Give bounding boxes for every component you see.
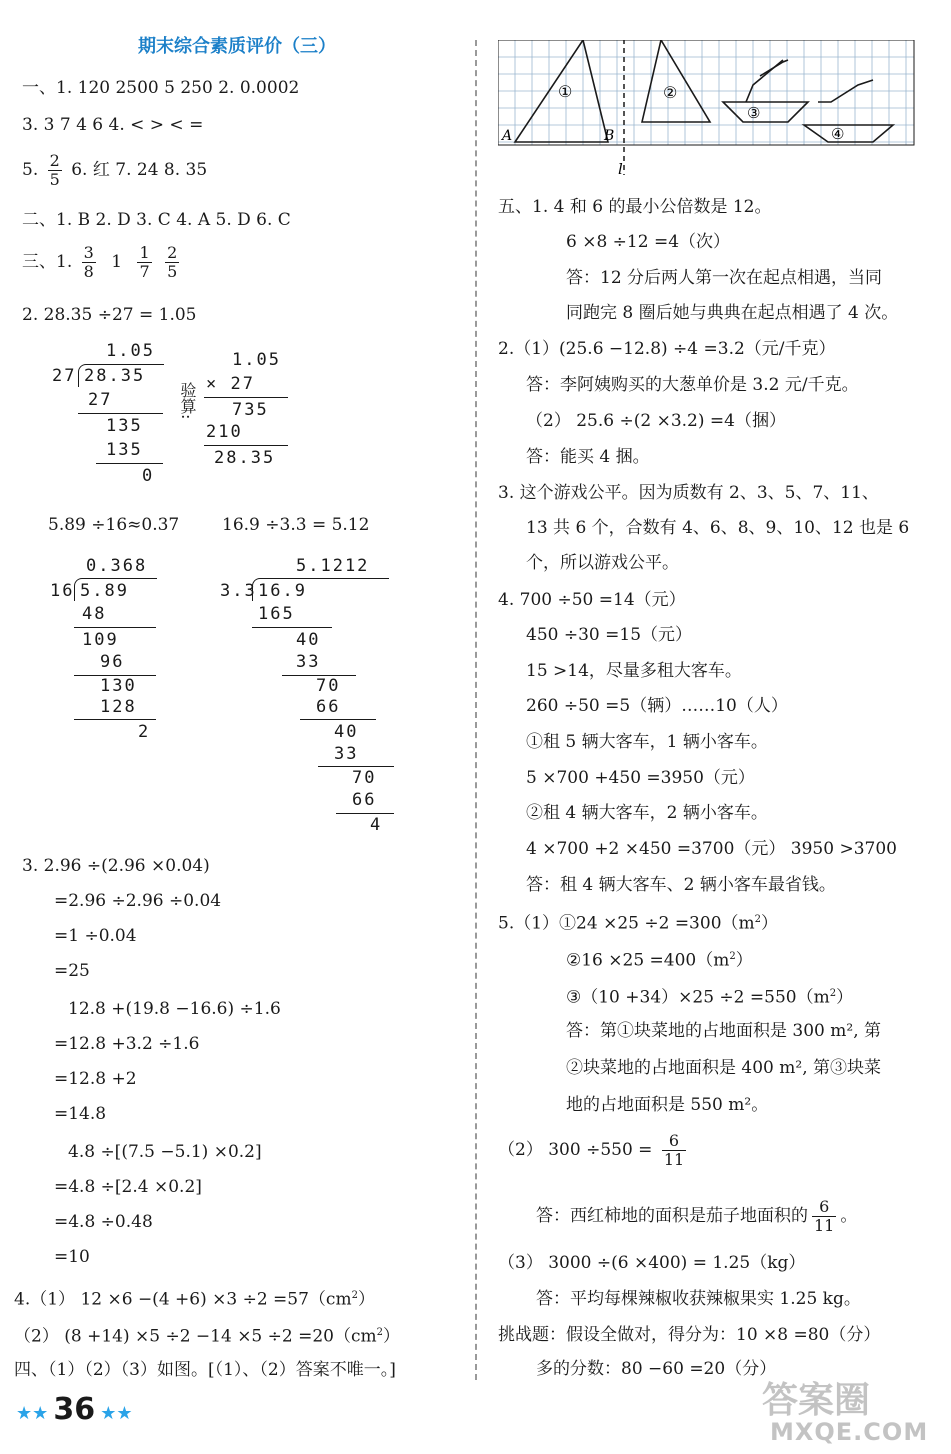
star-icon: ★ <box>116 1403 133 1424</box>
division-step: 135 <box>106 440 143 460</box>
answer-line: =14.8 <box>54 1104 107 1124</box>
item-label: 5. <box>22 160 39 180</box>
division-quotient: 1.05 <box>106 341 155 361</box>
division-dividend: 5.89 <box>80 581 129 601</box>
division-step: 109 <box>82 630 119 650</box>
check-line <box>204 445 288 446</box>
answer-line: 2. 28.35 ÷27 = 1.05 <box>22 305 197 325</box>
division-line <box>318 766 394 767</box>
denominator: 5 <box>49 170 60 189</box>
division-line <box>300 719 376 720</box>
watermark: 答案圈 <box>762 1380 871 1421</box>
answer-line: 12.8 +(19.8 −16.6) ÷1.6 <box>68 999 281 1019</box>
grid-figure <box>498 40 918 179</box>
check-label: 验算: <box>178 382 197 420</box>
division-step: 27 <box>88 390 113 410</box>
answer-line: 3. 2.96 ÷(2.96 ×0.04) <box>22 856 210 876</box>
division-line <box>96 463 163 464</box>
division-quotient: 0.368 <box>86 556 148 576</box>
fraction <box>662 1132 686 1169</box>
answer-line: 2.（1）(25.6 −12.8) ÷4 =3.2（元/千克） <box>498 339 836 359</box>
answer-text: ③（10 +34）×25 ÷2 =550（m <box>566 987 830 1008</box>
star-icon: ★ <box>16 1403 33 1424</box>
page-number: 36 <box>53 1392 96 1427</box>
check-step: × 27 <box>206 374 255 394</box>
check-step: 28.35 <box>214 448 276 468</box>
superscript: 2 <box>351 1290 358 1301</box>
fraction <box>48 152 62 189</box>
answer-line <box>566 946 753 972</box>
check-step: 735 <box>232 400 269 420</box>
answer-line: 450 ÷30 =15（元） <box>526 625 693 645</box>
answer-line: =25 <box>54 961 90 981</box>
answer-line: =2.96 ÷2.96 ÷0.04 <box>54 891 222 911</box>
answer-line: =12.8 +3.2 ÷1.6 <box>54 1034 200 1054</box>
answer-line: 16.9 ÷3.3 = 5.12 <box>222 515 370 535</box>
label-a: A <box>502 128 513 144</box>
answer-text: ） <box>735 950 753 971</box>
answer-line: 个，所以游戏公平。 <box>526 553 679 573</box>
answer-line: ②租 4 辆大客车，2 辆小客车。 <box>526 803 768 823</box>
division-step: 40 <box>296 630 321 650</box>
label-l: l <box>618 160 623 175</box>
shape-label-4: ④ <box>831 125 845 143</box>
answer-line <box>566 983 853 1009</box>
answer-text: ） <box>357 1289 375 1310</box>
answer-line: 6 ×8 ÷12 =4（次） <box>566 232 731 252</box>
answer-line: 答：李阿姨购买的大葱单价是 3.2 元/千克。 <box>526 375 859 395</box>
answer-line: 挑战题：假设全做对，得分为：10 ×8 =80（分） <box>498 1325 881 1345</box>
superscript: 2 <box>729 951 736 962</box>
answer-line: 4. 700 ÷50 =14（元） <box>498 590 686 610</box>
superscript: 2 <box>376 1327 384 1338</box>
answer-line: =4.8 ÷[2.4 ×0.2] <box>54 1177 202 1197</box>
division-step: 128 <box>100 697 137 717</box>
denominator: 8 <box>83 262 94 281</box>
grid-diagram <box>498 40 918 175</box>
answer-line: 答：第①块菜地的占地面积是 300 m², 第 <box>566 1021 881 1041</box>
denominator: 7 <box>139 262 150 281</box>
answer-text: （2） 300 ÷550 = <box>498 1140 653 1160</box>
numerator: 2 <box>167 243 178 262</box>
answer-line: （2） 25.6 ÷(2 ×3.2) =4（捆） <box>526 411 786 431</box>
answer-line: 5 ×700 +450 =3950（元） <box>526 768 755 788</box>
division-step: 33 <box>296 652 321 672</box>
division-step: 2 <box>138 722 151 742</box>
check-step: 1.05 <box>232 350 281 370</box>
answer-line: =10 <box>54 1247 90 1267</box>
answer-line <box>14 1285 375 1311</box>
denominator: 11 <box>663 1150 685 1169</box>
answer-text: （2） (8 +14) ×5 ÷2 −14 ×5 ÷2 =20（cm <box>14 1326 377 1347</box>
answer-text: 答：西红柿地的面积是茄子地面积的 <box>536 1206 808 1226</box>
answer-line: 4 ×700 +2 ×450 =3700（元） 3950 >3700 <box>526 839 897 859</box>
denominator: 11 <box>814 1216 835 1235</box>
division-line <box>74 627 156 628</box>
division-step: 40 <box>334 722 359 742</box>
column-divider <box>475 40 477 1380</box>
division-step: 66 <box>316 697 341 717</box>
answer-text: ） <box>836 987 854 1008</box>
answer-line: 一、1. 120 2500 5 250 2. 0.0002 <box>22 78 300 98</box>
division-divisor: 27 <box>52 366 77 386</box>
answer-line: ①租 5 辆大客车，1 辆小客车。 <box>526 732 768 752</box>
fraction <box>137 244 151 281</box>
answer-line: 答：12 分后两人第一次在起点相遇，当同 <box>566 268 883 288</box>
numerator: 3 <box>83 243 94 262</box>
answer-line: =4.8 ÷0.48 <box>54 1212 153 1232</box>
division-divisor: 16 <box>50 581 75 601</box>
answer-line <box>22 244 183 281</box>
division-step: 135 <box>106 416 143 436</box>
answer-line: 五、1. 4 和 6 的最小公倍数是 12。 <box>498 197 772 217</box>
numerator: 6 <box>662 1132 686 1151</box>
answer-line: 5.89 ÷16≈0.37 <box>48 515 180 535</box>
division-step: 4 <box>370 815 383 835</box>
division-step: 0 <box>142 466 155 486</box>
answer-line: 答：平均每棵辣椒收获辣椒果实 1.25 kg。 <box>536 1289 861 1309</box>
division-step: 130 <box>100 676 137 696</box>
label-b: B <box>604 128 615 144</box>
answer-line: 答：租 4 辆大客车、2 辆小客车最省钱。 <box>526 875 836 895</box>
page-title: 期末综合素质评价（三） <box>138 36 336 57</box>
fraction <box>82 244 96 281</box>
answer-line: =12.8 +2 <box>54 1069 137 1089</box>
answer-line: 二、1. B 2. D 3. C 4. A 5. D 6. C <box>22 210 291 230</box>
answer-line: 四、（1）（2）（3）如图。[（1）、（2）答案不唯一。] <box>14 1360 396 1380</box>
fraction <box>812 1198 836 1235</box>
answer-line: 3. 3 7 4 6 4. < > < = <box>22 115 204 135</box>
division-step: 33 <box>334 744 359 764</box>
answer-text: ②16 ×25 =400（m <box>566 950 730 971</box>
division-step: 70 <box>352 768 377 788</box>
numerator: 1 <box>139 243 150 262</box>
division-quotient: 5.1212 <box>296 556 370 576</box>
answer-text: 5.（1）①24 ×25 ÷2 =300（m <box>498 913 755 934</box>
answer-text: 1 <box>111 252 123 272</box>
answer-line: 4.8 ÷[(7.5 −5.1) ×0.2] <box>68 1142 262 1162</box>
check-step: 210 <box>206 422 243 442</box>
answer-line: 地的占地面积是 550 m²。 <box>566 1095 769 1115</box>
answer-line: 15 >14，尽量多租大客车。 <box>526 661 742 681</box>
answer-text: 6. 红 7. 24 8. 35 <box>71 160 208 180</box>
answer-line: 同跑完 8 圈后她与典典在起点相遇了 4 次。 <box>566 303 899 323</box>
division-line <box>336 813 394 814</box>
answer-line <box>14 1322 400 1348</box>
item-label: 三、1. <box>22 252 73 272</box>
answer-text: ） <box>383 1326 401 1347</box>
answer-line: （3） 3000 ÷(6 ×400) = 1.25（kg） <box>498 1253 806 1273</box>
division-line <box>74 719 156 720</box>
division-step: 48 <box>82 604 107 624</box>
division-line <box>252 627 332 628</box>
answer-line <box>498 1132 690 1169</box>
answer-line <box>498 909 778 935</box>
answer-line: 答：能买 4 捆。 <box>526 447 650 467</box>
answer-line <box>22 152 207 189</box>
numerator: 6 <box>812 1198 836 1217</box>
check-line <box>204 397 288 398</box>
division-step: 70 <box>316 676 341 696</box>
division-dividend: 28.35 <box>84 366 146 386</box>
division-step: 96 <box>100 652 125 672</box>
answer-line: 13 共 6 个，合数有 4、6、8、9、10、12 也是 6 <box>526 518 910 538</box>
watermark: MXQE.COM <box>770 1418 929 1446</box>
shape-label-2: ② <box>663 83 678 102</box>
answer-line: 3. 这个游戏公平。因为质数有 2、3、5、7、11、 <box>498 483 879 503</box>
shape-label-1: ① <box>558 82 573 101</box>
star-icon: ★ <box>32 1403 49 1424</box>
answer-text: ） <box>761 913 779 934</box>
answer-text: 4.（1） 12 ×6 −(4 +6) ×3 ÷2 =57（cm <box>14 1289 352 1310</box>
division-divisor: 3.3 <box>220 581 257 601</box>
answer-line: 多的分数：80 −60 =20（分） <box>536 1359 777 1379</box>
numerator: 2 <box>49 151 60 170</box>
star-icon: ★ <box>100 1403 117 1424</box>
division-step: 165 <box>258 604 295 624</box>
superscript: 2 <box>829 988 837 999</box>
answer-text: 。 <box>840 1206 858 1226</box>
answer-line: =1 ÷0.04 <box>54 926 137 946</box>
superscript: 2 <box>754 914 762 925</box>
page-footer <box>16 1392 133 1427</box>
division-line <box>78 413 163 414</box>
answer-line: 260 ÷50 =5（辆）……10（人） <box>526 696 788 716</box>
fraction <box>165 244 179 281</box>
shape-label-3: ③ <box>747 104 761 122</box>
division-step: 66 <box>352 790 377 810</box>
division-dividend: 16.9 <box>258 581 307 601</box>
denominator: 5 <box>167 262 178 281</box>
answer-line <box>536 1198 857 1235</box>
answer-line: ②块菜地的占地面积是 400 m², 第③块菜 <box>566 1058 881 1078</box>
